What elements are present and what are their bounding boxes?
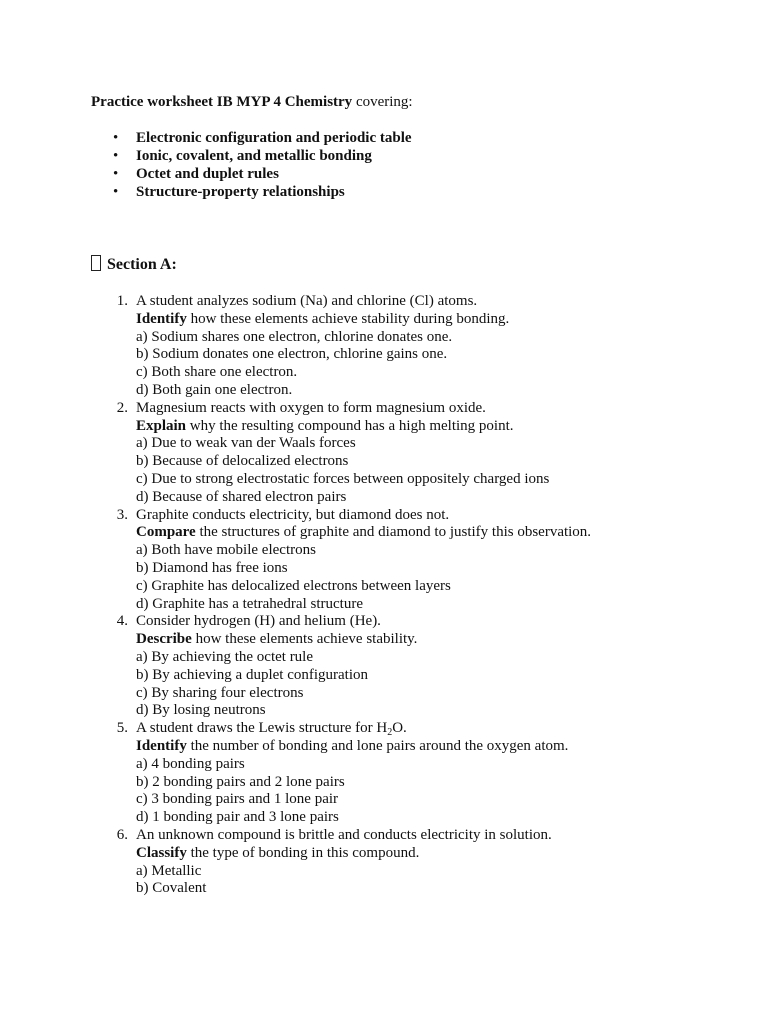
answer-option: b) Sodium donates one electron, chlorine gains one. xyxy=(136,346,448,363)
question-item xyxy=(0,507,768,614)
topic-label: Structure-property relationships xyxy=(136,184,345,200)
command-term: Identify xyxy=(136,737,187,754)
question-number: 3. xyxy=(116,506,128,523)
question-item xyxy=(0,613,768,720)
topic-label: Electronic configuration and periodic table xyxy=(136,130,412,146)
answer-option: a) Both have mobile electrons xyxy=(136,542,316,559)
bullet-icon: • xyxy=(113,184,119,200)
answer-option: b) Covalent xyxy=(136,880,207,897)
question-task xyxy=(136,631,768,649)
section-title: Section A: xyxy=(107,256,177,273)
answer-option: a) Due to weak van der Waals forces xyxy=(136,435,356,452)
task-text: why the resulting compound has a high melting point. xyxy=(186,417,514,434)
topic-item xyxy=(113,165,412,183)
bullet-icon: • xyxy=(113,130,119,146)
answer-option: b) Diamond has free ions xyxy=(136,559,288,576)
stem-text: O. xyxy=(392,720,407,737)
question-task xyxy=(136,524,768,542)
bullet-icon: • xyxy=(113,148,119,164)
question-stem: Consider hydrogen (H) and helium (He). xyxy=(136,613,381,630)
answer-option: a) 4 bonding pairs xyxy=(136,755,245,772)
topic-item xyxy=(113,147,412,165)
command-term: Explain xyxy=(136,417,187,434)
command-term: Compare xyxy=(136,524,196,541)
question-task xyxy=(136,418,768,436)
worksheet-title: Practice worksheet IB MYP 4 Chemistry xyxy=(91,94,353,110)
subscript: 2 xyxy=(387,727,393,739)
answer-option: d) Graphite has a tetrahedral structure xyxy=(136,595,363,612)
worksheet-title-suffix: covering: xyxy=(352,94,413,110)
question-task xyxy=(136,845,768,863)
stem-text: A student draws the Lewis structure for H xyxy=(136,720,388,737)
task-text: the number of bonding and lone pairs around the oxygen atom. xyxy=(186,737,569,754)
question-stem: Graphite conducts electricity, but diamond does not. xyxy=(136,506,450,523)
question-item xyxy=(0,720,768,827)
topic-list xyxy=(113,129,412,201)
question-item xyxy=(0,293,768,400)
answer-option: c) Due to strong electrostatic forces between oppositely charged ions xyxy=(136,470,550,487)
task-text: the structures of graphite and diamond to justify this observation. xyxy=(195,524,592,541)
bullet-icon: • xyxy=(113,166,119,182)
answer-option: a) Sodium shares one electron, chlorine donates one. xyxy=(136,328,453,345)
question-list xyxy=(0,293,768,898)
task-text: the type of bonding in this compound. xyxy=(186,844,420,861)
answer-option: c) By sharing four electrons xyxy=(136,684,304,701)
command-term: Classify xyxy=(136,844,187,861)
task-text: how these elements achieve stability. xyxy=(191,631,418,648)
question-number: 6. xyxy=(116,826,128,843)
answer-option: c) 3 bonding pairs and 1 lone pair xyxy=(136,791,339,808)
answer-option: a) Metallic xyxy=(136,862,202,879)
task-text: how these elements achieve stability during bonding. xyxy=(186,310,510,327)
question-stem: A student analyzes sodium (Na) and chlorine (Cl) atoms. xyxy=(136,293,478,309)
answer-option: d) Because of shared electron pairs xyxy=(136,488,347,505)
question-task xyxy=(136,738,768,756)
topic-label: Octet and duplet rules xyxy=(136,166,279,182)
answer-option: b) By achieving a duplet configuration xyxy=(136,666,369,683)
question-stem: An unknown compound is brittle and conducts electricity in solution. xyxy=(136,826,552,843)
answer-option: b) Because of delocalized electrons xyxy=(136,453,349,470)
missing-glyph-box-icon xyxy=(91,255,101,271)
topic-item xyxy=(113,129,412,147)
question-number: 1. xyxy=(116,293,128,309)
question-number: 4. xyxy=(116,613,128,630)
answer-option: d) 1 bonding pair and 3 lone pairs xyxy=(136,809,339,826)
worksheet-intro xyxy=(91,93,413,111)
question-item xyxy=(0,400,768,507)
question-number: 2. xyxy=(116,399,128,416)
question-number: 5. xyxy=(116,720,128,737)
answer-option: d) Both gain one electron. xyxy=(136,381,293,398)
section-heading xyxy=(91,255,177,275)
question-stem: Magnesium reacts with oxygen to form magnesium oxide. xyxy=(136,399,486,416)
question-item xyxy=(0,827,768,898)
topic-item xyxy=(113,183,412,201)
answer-option: a) By achieving the octet rule xyxy=(136,648,314,665)
question-task xyxy=(136,311,768,329)
answer-option: c) Graphite has delocalized electrons between layers xyxy=(136,577,451,594)
answer-option: b) 2 bonding pairs and 2 lone pairs xyxy=(136,773,345,790)
answer-option: d) By losing neutrons xyxy=(136,702,266,719)
command-term: Describe xyxy=(136,631,192,648)
topic-label: Ionic, covalent, and metallic bonding xyxy=(136,148,372,164)
answer-option: c) Both share one electron. xyxy=(136,364,298,381)
command-term: Identify xyxy=(136,310,187,327)
question-stem xyxy=(136,720,768,738)
